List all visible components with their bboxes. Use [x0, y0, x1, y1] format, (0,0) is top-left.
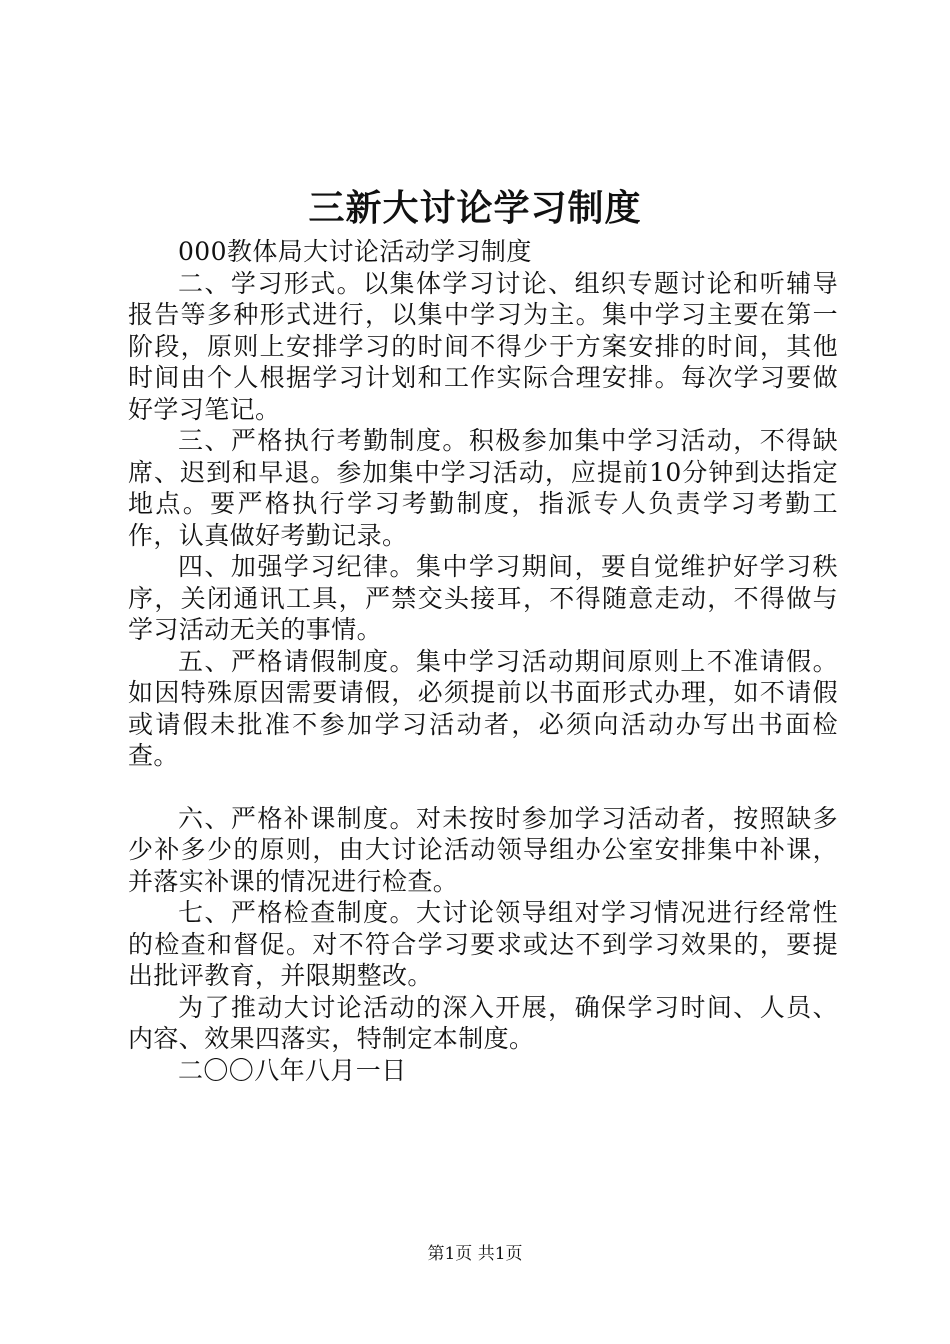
- paragraph-discipline: 四、加强学习纪律。集中学习期间，要自觉维护好学习秩序，关闭通讯工具，严禁交头接耳，不得随意走动，不得做与学习活动无关的事情。: [128, 552, 838, 644]
- paragraph-makeup: 六、严格补课制度。对未按时参加学习活动者，按照缺多少补多少的原则，由大讨论活动领导组办公室安排集中补课，并落实补课的情况进行检查。: [128, 803, 838, 896]
- paragraph-attendance: 三、严格执行考勤制度。积极参加集中学习活动，不得缺席、迟到和早退。参加集中学习活动，应提前10分钟到达指定地点。要严格执行学习考勤制度，指派专人负责学习考勤工作，认真做好考勤记录。: [128, 426, 838, 550]
- paragraph-inspection: 七、严格检查制度。大讨论领导组对学习情况进行经常性的检查和督促。对不符合学习要求或达不到学习效果的，要提出批评教育，并限期整改。: [128, 898, 838, 990]
- paragraph-heading: 000教体局大讨论活动学习制度: [178, 237, 532, 266]
- document-title: 三新大讨论学习制度: [308, 187, 642, 229]
- document-body: [128, 236, 838, 1086]
- paragraph-closing: 为了推动大讨论活动的深入开展，确保学习时间、人员、内容、效果四落实，特制定本制度。: [128, 992, 838, 1053]
- paragraph-study-form: 二、学习形式。以集体学习讨论、组织专题讨论和听辅导报告等多种形式进行，以集中学习为主。集中学习主要在第一阶段，原则上安排学习的时间不得少于方案安排的时间，其他时间由个人根据学习计划和工作实际合理安排。每次学习要做好学习笔记。: [128, 268, 838, 424]
- page-number-footer: 第1页 共1页: [427, 1244, 523, 1264]
- document-date: 二〇〇八年八月一日: [178, 1055, 407, 1085]
- paragraph-leave: 五、严格请假制度。集中学习活动期间原则上不准请假。如因特殊原因需要请假，必须提前以书面形式办理，如不请假或请假未批准不参加学习活动者，必须向活动办写出书面检查。: [128, 646, 838, 770]
